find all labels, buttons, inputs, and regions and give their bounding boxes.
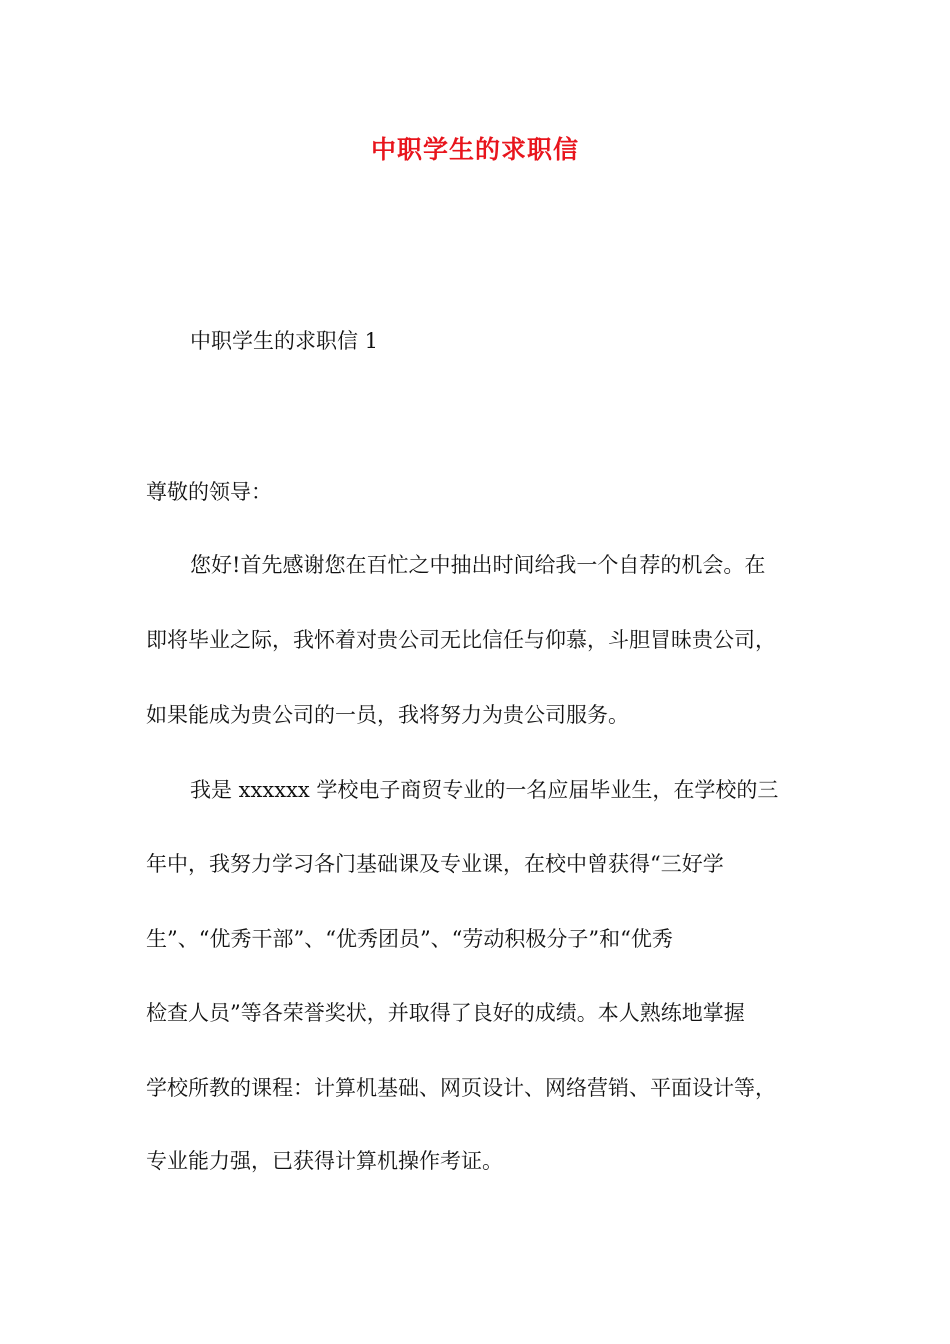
paragraph-line: 年中，我努力学习各门基础课及专业课，在校中曾获得“三好学 xyxy=(146,852,724,876)
paragraph-line: 专业能力强，已获得计算机操作考证。 xyxy=(146,1149,503,1173)
paragraph-line: 检查人员”等各荣誉奖状，并取得了良好的成绩。本人熟练地掌握 xyxy=(146,1001,745,1025)
document-title: 中职学生的求职信 xyxy=(370,135,579,164)
paragraph-line: 如果能成为贵公司的一员，我将努力为贵公司服务。 xyxy=(146,703,629,727)
paragraph-line: 我是 xxxxxx 学校电子商贸专业的一名应届毕业生，在学校的三 xyxy=(190,778,779,802)
letter-subtitle: 中职学生的求职信 1 xyxy=(190,329,379,353)
letter-salutation: 尊敬的领导： xyxy=(146,480,272,504)
paragraph-line: 生”、“优秀干部”、“优秀团员”、“劳动积极分子”和“优秀 xyxy=(146,927,673,951)
paragraph-line: 即将毕业之际，我怀着对贵公司无比信任与仰慕，斗胆冒昧贵公司， xyxy=(146,628,776,652)
paragraph-line: 学校所教的课程：计算机基础、网页设计、网络营销、平面设计等， xyxy=(146,1076,776,1100)
paragraph-line: 您好!首先感谢您在百忙之中抽出时间给我一个自荐的机会。在 xyxy=(190,553,766,577)
